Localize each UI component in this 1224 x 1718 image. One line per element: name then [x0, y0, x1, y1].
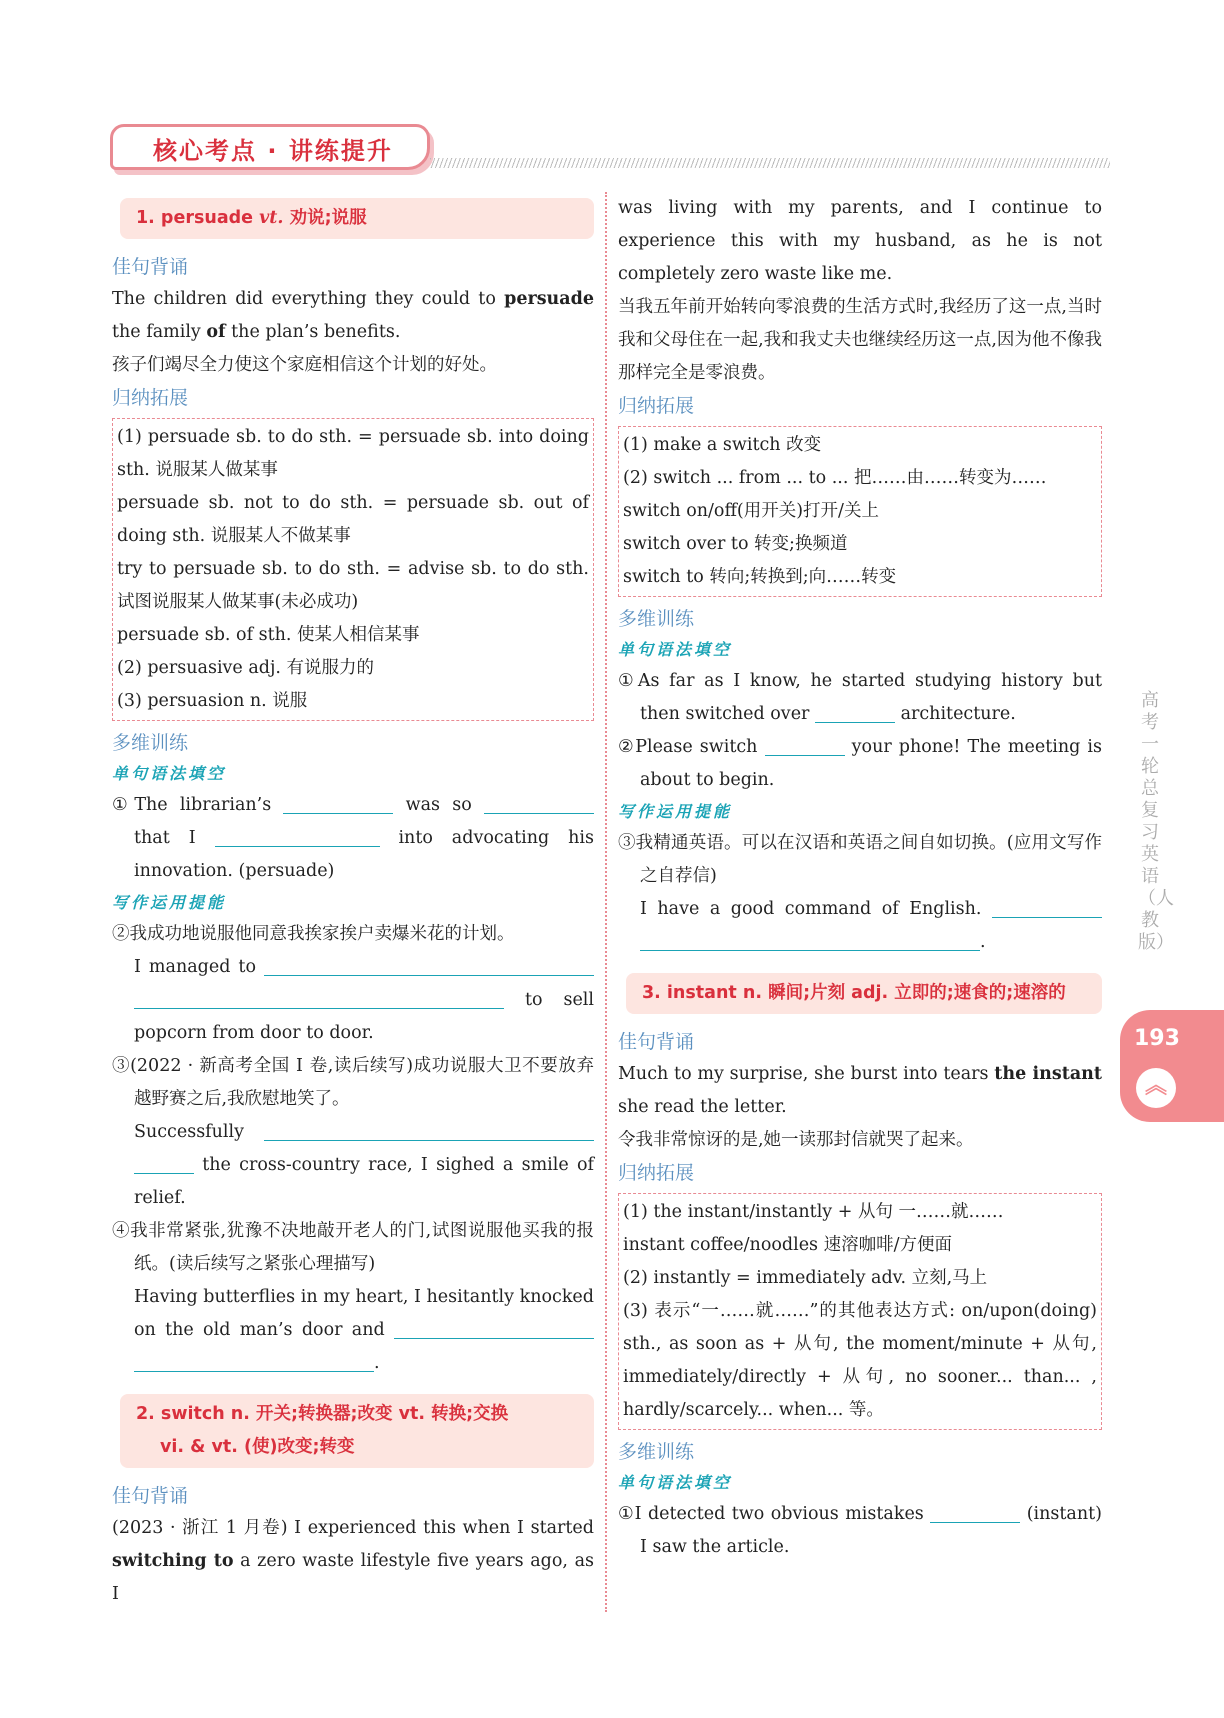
exercise-4-prompt: ④我非常紧张,犹豫不决地敲开老人的门,试图说服他买我的报纸。(读后续写之紧张心理描写) — [112, 1221, 594, 1274]
answer-blank[interactable] — [394, 1317, 594, 1339]
exercise-r1: ①As far as I know, he started studying history but then switched over architecture. — [618, 671, 1102, 724]
column-divider — [605, 192, 607, 1612]
exercise-1: ①The librarian’s was so that I into advocating his innovation. (persuade) — [112, 789, 594, 888]
word-heading-switch — [120, 1394, 594, 1468]
subsection-fill-heading: 单句语法填空 — [112, 764, 227, 783]
word-title: 1. persuade — [136, 208, 260, 228]
expand-item: switch to 转向;转换到;向……转变 — [623, 567, 897, 587]
exercise-r3-prompt: ③我精通英语。可以在汉语和英语之间自如切换。(应用文写作之自荐信) — [618, 833, 1102, 886]
page-tab — [1120, 1010, 1224, 1122]
subsection-write-heading: 写作运用提能 — [618, 802, 733, 821]
section-example-heading: 佳句背诵 — [618, 1031, 695, 1053]
banner-tab — [110, 124, 430, 170]
exercise-r4: ①I detected two obvious mistakes (instant) I saw the article. — [618, 1498, 1102, 1564]
answer-blank[interactable] — [640, 929, 980, 951]
section-expand-heading: 归纳拓展 — [618, 395, 695, 417]
word-heading-instant: 3. instant n. 瞬间;片刻 adj. 立即的;速食的;速溶的 — [626, 973, 1102, 1014]
word-meaning: 劝说;说服 — [283, 208, 367, 228]
exercise-3-answer: Successfully the cross-country race, I sighed a smile of relief. — [112, 1116, 594, 1215]
expand-item: try to persuade sb. to do sth. = advise sb. to do sth. 试图说服某人做某事(未必成功) — [117, 559, 589, 612]
answer-blank[interactable] — [992, 896, 1102, 918]
word-heading-persuade — [120, 198, 594, 239]
double-chevron-up-icon[interactable]: ︽ — [1136, 1068, 1176, 1108]
expand-item: (2) persuasive adj. 有说服力的 — [117, 658, 375, 678]
example-translation: 令我非常惊讶的是,她一读那封信就哭了起来。 — [618, 1130, 974, 1150]
expand-item: (1) the instant/instantly + 从句 一……就…… — [623, 1202, 1004, 1222]
expand-item: persuade sb. of sth. 使某人相信某事 — [117, 625, 420, 645]
example-sentence: Much to my surprise, she burst into tears the instant she read the letter. — [618, 1064, 1102, 1117]
example-sentence-cont: was living with my parents, and I continue to experience this with my husband, as he is not completely zero waste like me. — [618, 198, 1102, 284]
section-train-heading: 多维训练 — [112, 732, 189, 754]
expand-item: (2) switch ... from ... to ... 把……由……转变为…… — [623, 468, 1047, 488]
answer-blank[interactable] — [134, 1350, 374, 1372]
subsection-fill-heading: 单句语法填空 — [618, 1473, 733, 1492]
answer-blank[interactable] — [264, 1119, 594, 1141]
expand-item: (1) make a switch 改变 — [623, 435, 822, 455]
word-title: 2. switch n. 开关;转换器;改变 vt. 转换;交换 — [136, 1404, 509, 1424]
expand-item: instant coffee/noodles 速溶咖啡/方便面 — [623, 1235, 952, 1255]
expand-item: (3) 表示“一……就……”的其他表达方式: on/upon(doing) sth., as soon as + 从句, the moment/minute + 从句, immediately/directly + 从句, no sooner... than... , hardly/scarcely... when... 等。 — [623, 1301, 1097, 1420]
expand-box — [618, 1193, 1102, 1430]
answer-blank[interactable] — [484, 792, 594, 814]
expand-box — [618, 426, 1102, 597]
exercise-3-prompt: ③(2022 · 新高考全国 Ⅰ 卷,读后续写)成功说服大卫不要放弃越野赛之后,我欣慰地笑了。 — [112, 1056, 594, 1109]
section-example-heading: 佳句背诵 — [112, 1485, 189, 1507]
answer-blank[interactable] — [215, 825, 380, 847]
exercise-r2: ②Please switch your phone! The meeting is about to begin. — [618, 731, 1102, 797]
section-example-heading: 佳句背诵 — [112, 256, 189, 278]
section-expand-heading: 归纳拓展 — [112, 387, 189, 409]
banner-title: 核心考点 · 讲练提升 — [153, 137, 393, 165]
expand-item: (2) instantly = immediately adv. 立刻,马上 — [623, 1268, 988, 1288]
page-number: 193 — [1134, 1026, 1180, 1051]
answer-blank[interactable] — [815, 701, 895, 723]
subsection-write-heading: 写作运用提能 — [112, 893, 227, 912]
example-translation: 孩子们竭尽全力使这个家庭相信这个计划的好处。 — [112, 355, 497, 375]
answer-blank[interactable] — [283, 792, 393, 814]
answer-blank[interactable] — [134, 1152, 194, 1174]
section-train-heading: 多维训练 — [618, 1441, 695, 1463]
answer-blank[interactable] — [134, 987, 504, 1009]
expand-item: switch on/off(用开关)打开/关上 — [623, 501, 879, 521]
exercise-4-answer: Having butterflies in my heart, I hesitantly knocked on the old man’s door and . — [134, 1287, 594, 1373]
exercise-2-answer: I managed to to sell popcorn from door to door. — [112, 951, 594, 1050]
expand-item: switch over to 转变;换频道 — [623, 534, 848, 554]
answer-blank[interactable] — [930, 1501, 1020, 1523]
word-meaning: vi. & vt. (使)改变;转变 — [160, 1437, 355, 1457]
section-expand-heading: 归纳拓展 — [618, 1162, 695, 1184]
expand-item: (1) persuade sb. to do sth. = persuade sb. into doing sth. 说服某人做某事 — [117, 427, 589, 480]
expand-item: persuade sb. not to do sth. = persuade sb. out of doing sth. 说服某人不做某事 — [117, 493, 589, 546]
exercise-r3-answer: I have a good command of English. . — [618, 893, 1102, 959]
example-sentence: (2023 · 浙江 1 月卷) I experienced this when I started switching to a zero waste lifestyle five years ago, as I — [112, 1518, 594, 1604]
section-banner — [110, 124, 1110, 174]
exercise-2-prompt: ②我成功地说服他同意我挨家挨户卖爆米花的计划。 — [112, 924, 515, 944]
left-column — [112, 192, 594, 1611]
right-column — [618, 192, 1102, 1564]
subsection-fill-heading: 单句语法填空 — [618, 640, 733, 659]
example-sentence: The children did everything they could to persuade the family of the plan’s benefits. — [112, 289, 594, 342]
answer-blank[interactable] — [765, 734, 845, 756]
sidebar-label: 高考一轮总复习 英语（人教版） — [1138, 690, 1174, 953]
answer-blank[interactable] — [264, 954, 594, 976]
section-train-heading: 多维训练 — [618, 608, 695, 630]
expand-item: (3) persuasion n. 说服 — [117, 691, 308, 711]
expand-box — [112, 418, 594, 721]
banner-stripe — [430, 158, 1110, 168]
example-translation: 当我五年前开始转向零浪费的生活方式时,我经历了这一点,当时我和父母住在一起,我和我丈夫也继续经历这一点,因为他不像我那样完全是零浪费。 — [618, 297, 1102, 383]
word-pos: vt. — [259, 208, 284, 228]
